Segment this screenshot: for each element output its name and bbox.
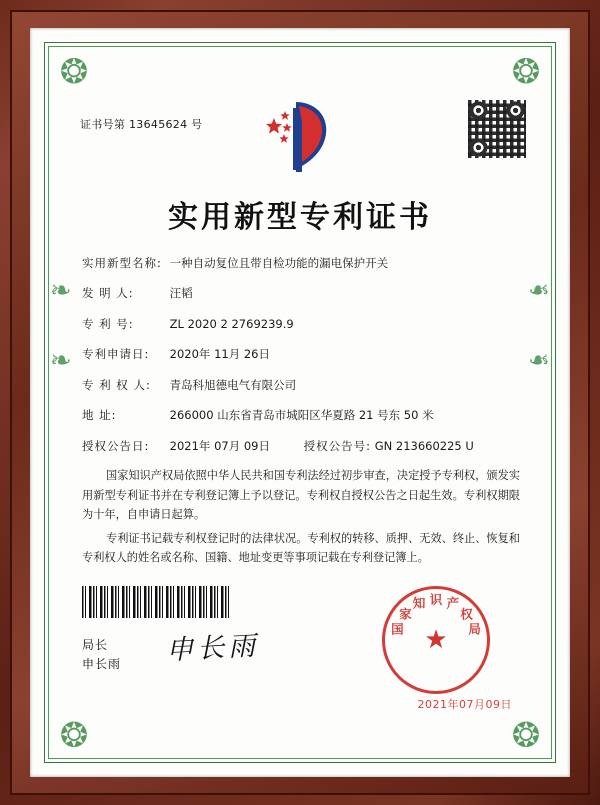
- director-block: [82, 636, 121, 673]
- field-label-grant-date: 授权公告日:: [82, 438, 150, 453]
- field-row-address: [82, 408, 522, 423]
- legal-text: [82, 466, 520, 572]
- field-label-application-date: 专利申请日:: [82, 347, 150, 362]
- qr-code: [468, 100, 526, 158]
- corner-ornament-top-left: ❂: [59, 52, 89, 92]
- seal-char-6: 局: [468, 621, 481, 637]
- side-ornament-left: ❧: [50, 276, 72, 306]
- corner-ornament-bottom-right: ❂: [511, 713, 541, 753]
- field-label-inventor: 发 明 人:: [82, 286, 134, 301]
- field-row-application-date: [82, 347, 522, 362]
- field-label-patentee: 专 利 权 人:: [82, 377, 151, 392]
- field-list: [82, 256, 522, 469]
- legal-paragraph-1: 国家知识产权局依照中华人民共和国专利法经过初步审查，决定授予专利权，颁发实用新型专利证书并在专利登记簿上予以登记。专利权自授权公告之日起生效。专利权期限为十年，自申请日起算。: [82, 469, 520, 522]
- seal-char-2: 知: [412, 595, 426, 611]
- page-title: 实用新型专利证书: [168, 200, 432, 235]
- seal-char-3: 识: [429, 592, 443, 607]
- field-value-application-date: 2020年 11月 26日: [169, 347, 271, 362]
- certificate-paper: [30, 28, 570, 777]
- field-row-patentee: [82, 378, 522, 393]
- field-value-inventor: 汪韬: [169, 286, 193, 301]
- field-value-grant-date: 2021年 07月 09日: [169, 438, 271, 453]
- seal-char-0: 国: [391, 621, 404, 637]
- seal-characters: [382, 586, 490, 694]
- field-value-patentee: 青岛科旭德电气有限公司: [169, 377, 297, 392]
- field-value-patent-number: ZL 2020 2 2769239.9: [169, 316, 294, 331]
- seal-char-1: 家: [399, 606, 412, 622]
- certificate-number: 证书号第 13645624 号: [80, 118, 203, 131]
- legal-paragraph-2: 专利证书记载专利权登记时的法律状况。专利权的转移、质押、无效、终止、恢复和专利权人的姓名或名称、国籍、地址变更等事项记载在专利登记簿上。: [82, 531, 520, 565]
- patent-office-emblem: [252, 96, 348, 176]
- field-row-invention-name: [82, 256, 522, 271]
- barcode: [82, 586, 230, 618]
- corner-ornament-bottom-left: ❂: [59, 713, 89, 753]
- field-row-inventor: [82, 286, 522, 301]
- seal-char-4: 产: [446, 595, 460, 611]
- field-value-address: 266000 山东省青岛市城阳区华夏路 21 号东 50 米: [169, 408, 434, 423]
- official-seal: ★ 国 家 知 识 产 权 局: [382, 586, 490, 694]
- corner-ornament-top-right: ❂: [511, 52, 541, 92]
- field-label-grant-number: 授权公告号:: [303, 438, 372, 453]
- side-ornament-right-2: ❧: [528, 346, 550, 376]
- field-label-patent-number: 专 利 号:: [82, 316, 134, 331]
- side-ornament-left-2: ❧: [50, 346, 72, 376]
- field-value-grant-number: GN 213660225 U: [374, 438, 474, 453]
- director-label: 局长: [82, 638, 109, 652]
- field-label-invention-name: 实用新型名称:: [82, 256, 162, 270]
- director-name: 申长雨: [82, 656, 122, 671]
- field-value-invention-name: 一种自动复位且带自检功能的漏电保护开关: [169, 256, 389, 270]
- field-row-grant: [82, 439, 522, 454]
- side-ornament-right: ❧: [528, 276, 550, 306]
- seal-date: 2021年07月09日: [417, 698, 512, 711]
- field-label-address: 地 址:: [82, 408, 117, 423]
- certificate-content: [70, 74, 530, 734]
- director-signature: 申长雨: [165, 630, 260, 667]
- field-row-patent-number: [82, 317, 522, 332]
- seal-char-5: 权: [460, 606, 473, 622]
